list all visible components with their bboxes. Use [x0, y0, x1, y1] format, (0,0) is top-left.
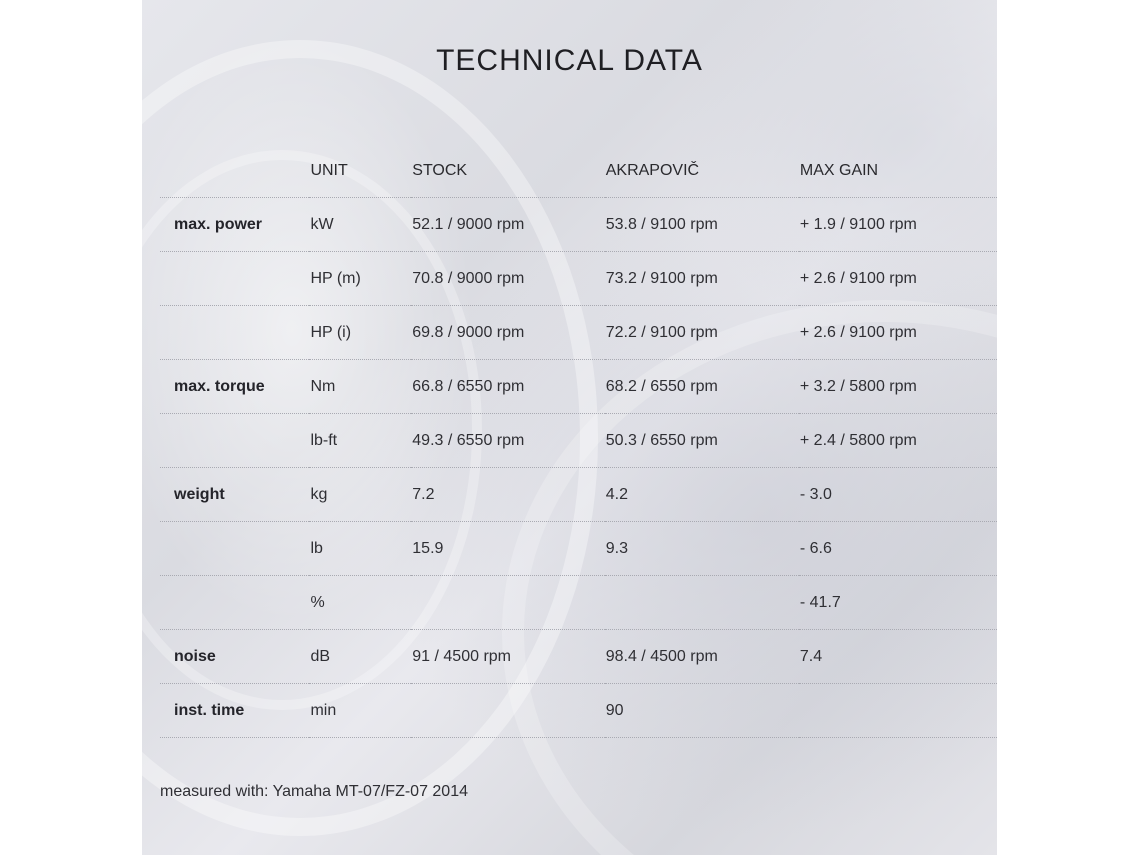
max-gain-cell: [799, 684, 997, 738]
unit-cell: lb-ft: [309, 414, 411, 468]
akrapovic-cell: 53.8 / 9100 rpm: [605, 198, 799, 252]
table-row: [160, 630, 997, 684]
table-row: [160, 468, 997, 522]
stock-cell: 15.9: [411, 522, 604, 576]
page-title: TECHNICAL DATA: [436, 44, 703, 77]
row-label: [160, 414, 309, 468]
akrapovic-cell: 98.4 / 4500 rpm: [605, 630, 799, 684]
unit-cell: HP (m): [309, 252, 411, 306]
table-row: [160, 684, 997, 738]
max-gain-cell: - 41.7: [799, 576, 997, 630]
unit-cell: %: [309, 576, 411, 630]
akrapovic-cell: 9.3: [605, 522, 799, 576]
unit-cell: kg: [309, 468, 411, 522]
table-row: [160, 252, 997, 306]
row-label: [160, 306, 309, 360]
stock-cell: 52.1 / 9000 rpm: [411, 198, 604, 252]
stock-cell: 91 / 4500 rpm: [411, 630, 604, 684]
stock-cell: 7.2: [411, 468, 604, 522]
table-header: [160, 144, 997, 198]
table-row: [160, 360, 997, 414]
max-gain-cell: + 2.6 / 9100 rpm: [799, 306, 997, 360]
header-row: [160, 144, 997, 198]
max-gain-cell: + 2.6 / 9100 rpm: [799, 252, 997, 306]
table-row: [160, 522, 997, 576]
unit-cell: min: [309, 684, 411, 738]
row-label: noise: [160, 630, 309, 684]
max-gain-cell: - 3.0: [799, 468, 997, 522]
technical-data-table: [160, 144, 997, 738]
header-unit: UNIT: [309, 144, 411, 198]
stock-cell: 49.3 / 6550 rpm: [411, 414, 604, 468]
stock-cell: 69.8 / 9000 rpm: [411, 306, 604, 360]
akrapovic-cell: 68.2 / 6550 rpm: [605, 360, 799, 414]
unit-cell: HP (i): [309, 306, 411, 360]
header-label-column: [160, 144, 309, 198]
table-row: [160, 414, 997, 468]
row-label: weight: [160, 468, 309, 522]
max-gain-cell: 7.4: [799, 630, 997, 684]
table-body: [160, 198, 997, 738]
row-label: [160, 252, 309, 306]
akrapovic-cell: 72.2 / 9100 rpm: [605, 306, 799, 360]
row-label: max. torque: [160, 360, 309, 414]
max-gain-cell: - 6.6: [799, 522, 997, 576]
unit-cell: kW: [309, 198, 411, 252]
row-label: inst. time: [160, 684, 309, 738]
akrapovic-cell: 90: [605, 684, 799, 738]
stock-cell: [411, 576, 604, 630]
unit-cell: Nm: [309, 360, 411, 414]
table-row: [160, 576, 997, 630]
header-akrapovic: AKRAPOVIČ: [605, 144, 799, 198]
unit-cell: lb: [309, 522, 411, 576]
akrapovic-cell: 73.2 / 9100 rpm: [605, 252, 799, 306]
stock-cell: 70.8 / 9000 rpm: [411, 252, 604, 306]
row-label: [160, 576, 309, 630]
measurement-note: measured with: Yamaha MT-07/FZ-07 2014: [160, 783, 468, 800]
table-row: [160, 306, 997, 360]
unit-cell: dB: [309, 630, 411, 684]
akrapovic-cell: [605, 576, 799, 630]
row-label: max. power: [160, 198, 309, 252]
technical-data-panel: [142, 0, 997, 855]
stock-cell: [411, 684, 604, 738]
header-max-gain: MAX GAIN: [799, 144, 997, 198]
row-label: [160, 522, 309, 576]
akrapovic-cell: 4.2: [605, 468, 799, 522]
akrapovic-cell: 50.3 / 6550 rpm: [605, 414, 799, 468]
table-row: [160, 198, 997, 252]
header-stock: STOCK: [411, 144, 604, 198]
max-gain-cell: + 1.9 / 9100 rpm: [799, 198, 997, 252]
max-gain-cell: + 3.2 / 5800 rpm: [799, 360, 997, 414]
stock-cell: 66.8 / 6550 rpm: [411, 360, 604, 414]
max-gain-cell: + 2.4 / 5800 rpm: [799, 414, 997, 468]
